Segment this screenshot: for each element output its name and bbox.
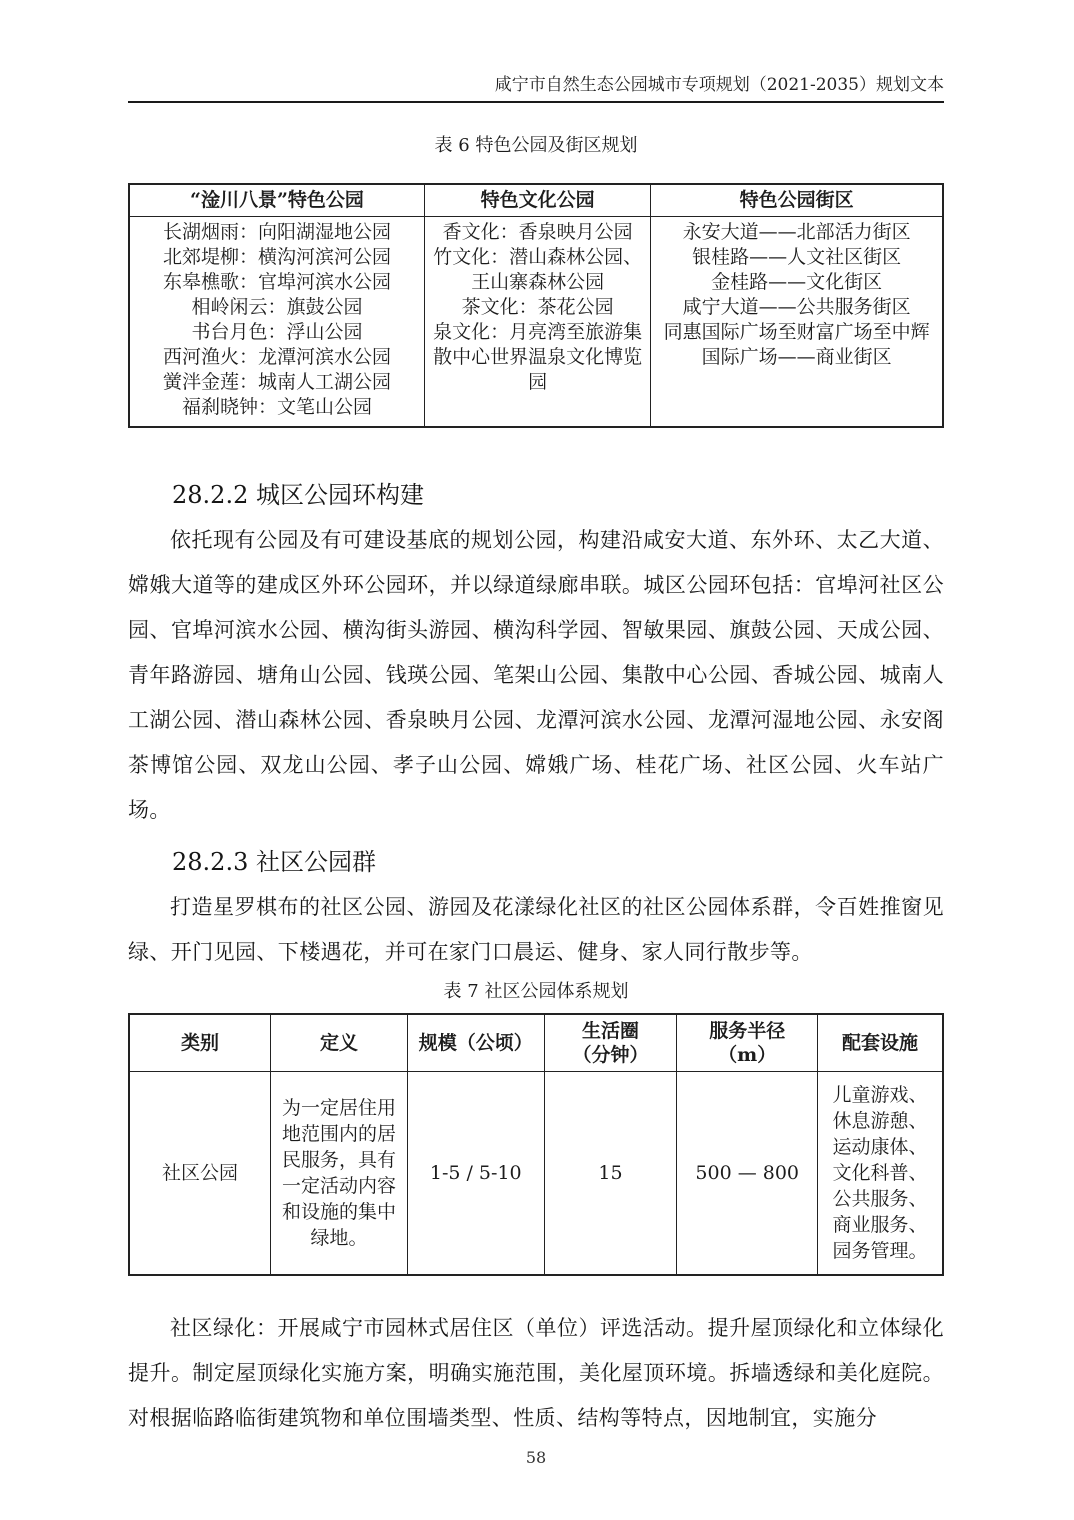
table6-line: 相岭闲云：旗鼓公园 [191,296,363,318]
table6-header-culture: 特色文化公园 [424,184,650,217]
table6-line: 长湖烟雨：向阳湖湿地公园 [162,221,391,243]
table7-community-park-system [128,1013,944,1276]
table6-line: 永安大道——北部活力街区 [682,221,911,243]
table6-line: 园 [528,371,548,393]
heading-28-2-2: 28.2.2 城区公园环构建 [172,481,424,509]
table6-line: 黉泮金莲：城南人工湖公园 [162,371,391,393]
table7-cell-category: 社区公园 [129,1072,271,1276]
page-header-title: 咸宁市自然生态公园城市专项规划（2021-2035）规划文本 [494,75,944,95]
table7-cell-definition: 为一定居住用地范围内的居民服务，具有一定活动内容和设施的集中绿地。 [271,1072,408,1276]
table7-header-scale [407,1014,544,1072]
table6-line: 银桂路——人文社区街区 [692,246,902,268]
table7-header-line: 配套设施 [842,1032,919,1054]
paragraph-community-park-group: 打造星罗棋布的社区公园、游园及花漾绿化社区的社区公园体系群，令百姓推窗见绿、开门见园、下楼遇花，并可在家门口晨运、健身、家人同行散步等。 [128,895,944,964]
table7-header-line: 类别 [181,1032,220,1054]
table6-header-row [129,184,943,217]
table6-line: 北郊堤柳：横沟河滨河公园 [162,246,391,268]
table7-body-row [129,1072,943,1276]
table6-cell-bajing [129,217,424,428]
table6-line: 咸宁大道——公共服务街区 [682,296,911,318]
table7-header-category [129,1014,271,1072]
table6-cell-culture [424,217,650,428]
table6-line: 香文化：香泉映月公园 [442,221,633,243]
table6-line: 东皋樵歌：官埠河滨水公园 [162,271,391,293]
paragraph-community-greening: 社区绿化：开展咸宁市园林式居住区（单位）评选活动。提升屋顶绿化和立体绿化提升。制定屋顶绿化实施方案，明确实施范围，美化屋顶环境。拆墙透绿和美化庭院。对根据临路临街建筑物和单位围墙类型、性质、结构等特点，因地制宜，实施分 [128,1316,944,1430]
table7-header-line: 规模（公顷） [418,1032,533,1054]
table7-header-service-radius [677,1014,818,1072]
table7-header-life-circle [544,1014,677,1072]
table7-header-line: 生活圈 [581,1020,639,1042]
table7-header-definition [271,1014,408,1072]
heading-28-2-3: 28.2.3 社区公园群 [172,848,376,876]
table6-title: 表 6 特色公园及街区规划 [434,135,638,156]
table7-cell-facilities: 儿童游戏、休息游憩、运动康体、文化科普、公共服务、商业服务、园务管理。 [818,1072,943,1276]
table6-line: 王山寨森林公园 [471,271,605,293]
table7-header-facilities [818,1014,943,1072]
table7-header-line: （分钟） [572,1044,649,1066]
table7-header-line: 服务半径 [709,1020,786,1042]
page-number: 58 [525,1448,547,1467]
table6-header-street: 特色公园街区 [651,184,943,217]
table6-line: 金桂路——文化街区 [711,271,883,293]
table6-line: 福刹晓钟：文笔山公园 [181,396,372,418]
table7-cell-life-circle: 15 [544,1072,677,1276]
table7-header-line: （m） [718,1044,777,1066]
table6-line: 茶文化：茶花公园 [461,296,614,318]
table6-line: 同惠国际广场至财富广场至中辉 [663,321,930,343]
table6-line: 泉文化：月亮湾至旅游集 [433,321,643,343]
table6-special-parks [128,183,944,428]
table6-header-bajing: “淦川八景”特色公园 [129,184,424,217]
table6-cell-street [651,217,943,428]
paragraph-city-park-ring: 依托现有公园及有可建设基底的规划公园，构建沿咸安大道、东外环、太乙大道、嫦娥大道等的建成区外环公园环，并以绿道绿廊串联。城区公园环包括：官埠河社区公园、官埠河滨水公园、横沟街头游园、横沟科学园、智敏果园、旗鼓公园、天成公园、青年路游园、塘角山公园、钱瑛公园、笔架山公园、集散中心公园、香城公园、城南人工湖公园、潜山森林公园、香泉映月公园、龙潭河滨水公园、龙潭河湿地公园、永安阁茶博馆公园、双龙山公园、孝子山公园、嫦娥广场、桂花广场、社区公园、火车站广场。 [128,528,944,822]
table6-line: 散中心世界温泉文化博览 [433,346,643,368]
table7-cell-scale: 1-5 / 5-10 [407,1072,544,1276]
page-header [128,74,944,96]
table6-body-row [129,217,943,428]
table6-line: 书台月色：浮山公园 [191,321,363,343]
table6-line: 竹文化：潜山森林公园、 [433,246,643,268]
table7-title: 表 7 社区公园体系规划 [443,981,629,1002]
table7-header-row [129,1014,943,1072]
table7-header-line: 定义 [319,1032,358,1054]
table6-line: 西河渔火：龙潭河滨水公园 [162,346,391,368]
table7-cell-service-radius: 500 — 800 [677,1072,818,1276]
table6-line: 国际广场——商业街区 [701,346,892,368]
header-rule [128,101,944,103]
